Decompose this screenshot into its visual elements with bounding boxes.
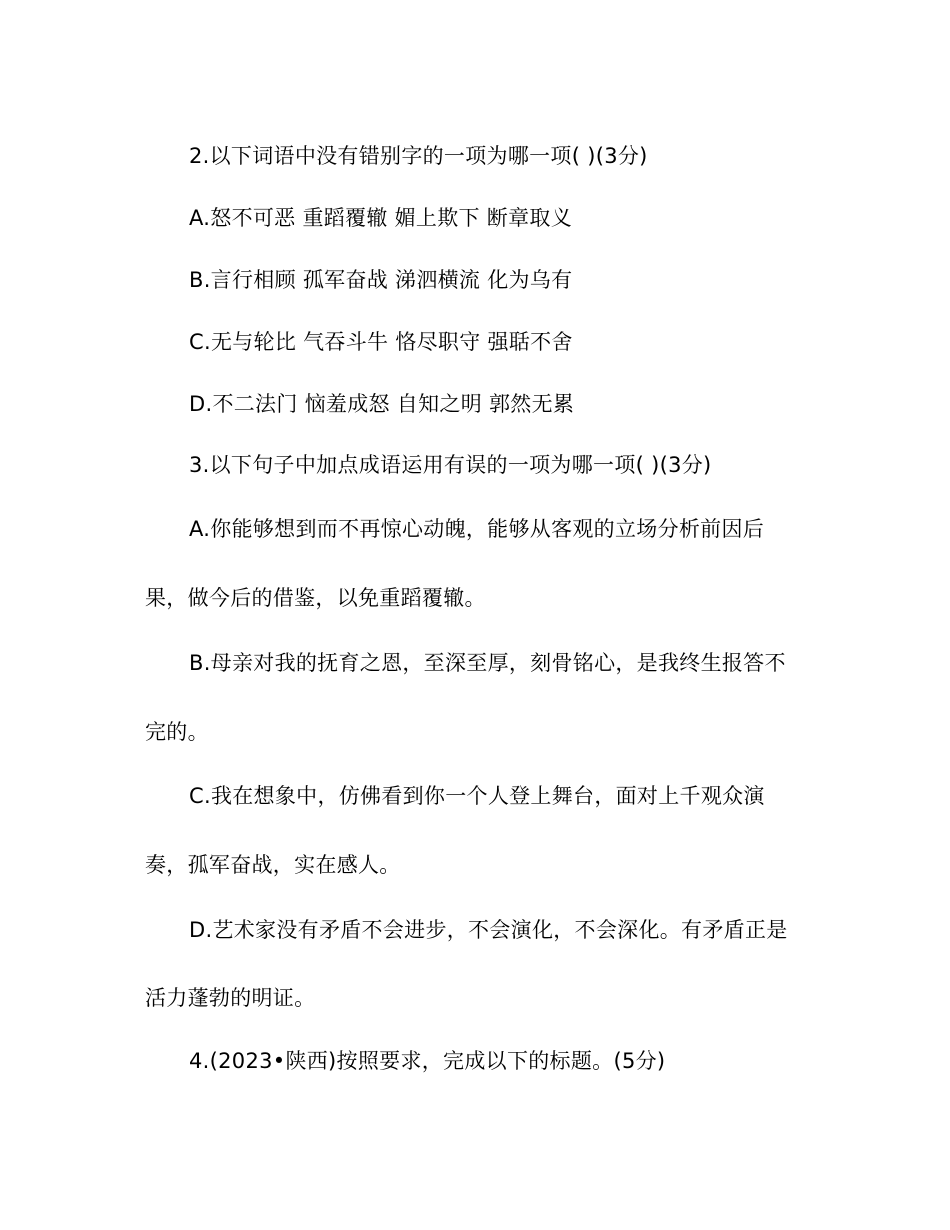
question-2-option-b: B.言行相顾 孤军奋战 涕泗横流 化为乌有: [189, 268, 573, 292]
question-3-option-a-line1: A.你能够想到而不再惊心动魄，能够从客观的立场分析前因后: [189, 517, 765, 541]
question-3-option-c-line1: C.我在想象中，仿佛看到你一个人登上舞台，面对上千观众演: [189, 784, 765, 808]
question-3-option-d-line1: D.艺术家没有矛盾不会进步，不会演化，不会深化。有矛盾正是: [189, 918, 788, 942]
question-4-stem: 4.(2023•陕西)按照要求，完成以下的标题。(5分): [189, 1049, 666, 1073]
question-2-option-a: A.怒不可恶 重蹈覆辙 媚上欺下 断章取义: [189, 206, 572, 230]
question-3-option-b-line1: B.母亲对我的抚育之恩，至深至厚，刻骨铭心，是我终生报答不: [189, 651, 786, 675]
question-2-option-d: D.不二法门 恼羞成怒 自知之明 郭然无累: [189, 392, 575, 416]
question-3-stem: 3.以下句子中加点成语运用有误的一项为哪一项( )(3分): [189, 453, 712, 477]
question-3-option-d-line2: 活力蓬勃的明证。: [145, 986, 316, 1010]
question-3-option-c-line2: 奏，孤军奋战，实在感人。: [145, 853, 401, 877]
question-3-option-a-line2: 果，做今后的借鉴，以免重蹈覆辙。: [145, 586, 486, 610]
question-2-option-c: C.无与轮比 气吞斗牛 恪尽职守 强聒不舍: [189, 330, 573, 354]
question-3-option-b-line2: 完的。: [145, 720, 209, 744]
question-2-stem: 2.以下词语中没有错别字的一项为哪一项( )(3分): [189, 144, 648, 168]
